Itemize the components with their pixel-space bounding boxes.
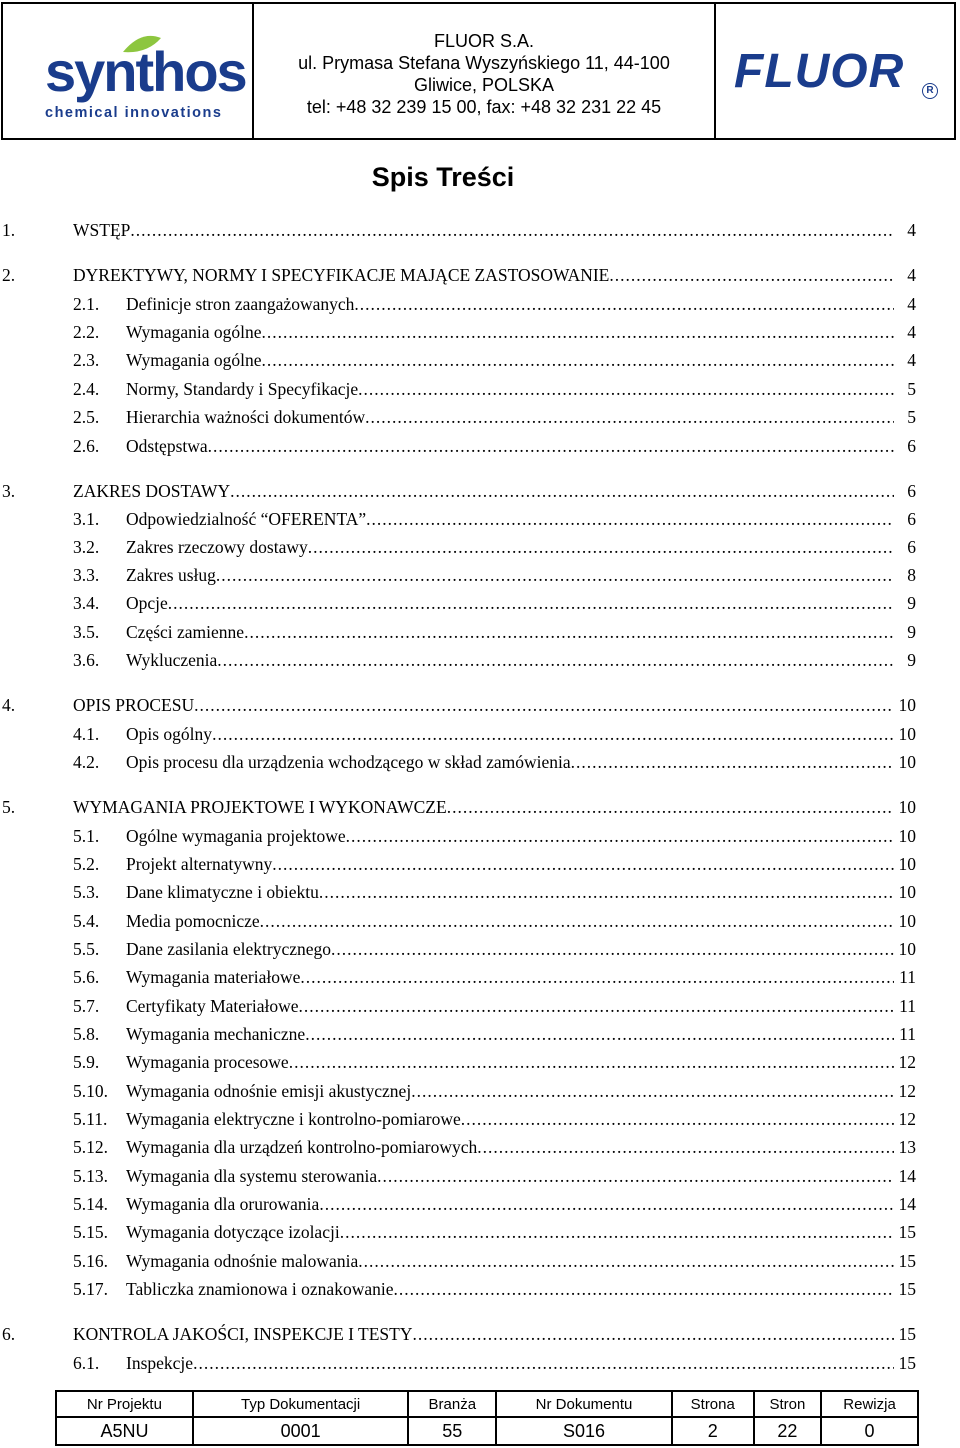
toc-entry-title: Odstępstwa [126,436,208,456]
document-info-header: Nr Dokumentu [496,1391,671,1417]
toc-dot-leader [262,320,895,344]
document-info-value: 0 [821,1417,918,1445]
toc-entry-leader [126,1135,894,1159]
synthos-logo [3,4,254,138]
toc-entry[interactable] [0,648,960,672]
toc-entry[interactable] [0,591,960,615]
toc-dot-leader [168,591,894,615]
toc-entry[interactable] [0,620,960,644]
toc-entry-title: Wykluczenia [126,650,218,670]
document-info-value: 0001 [193,1417,408,1445]
toc-dot-leader [477,1135,894,1159]
toc-entry[interactable] [0,348,960,372]
toc-entry-number: 5.6. [73,967,100,987]
toc-entry[interactable] [0,1135,960,1159]
toc-dot-leader [393,1277,894,1301]
toc-entry-title: Wymagania dotyczące izolacji [126,1222,340,1242]
toc-dot-leader [358,1249,894,1273]
toc-entry-page: 11 [899,1024,916,1044]
toc-entry-title: Hierarchia ważności dokumentów [126,407,366,427]
toc-dot-leader [212,722,894,746]
toc-dot-leader [366,507,894,531]
toc-entry-leader [126,507,894,531]
toc-entry[interactable] [0,750,960,774]
toc-entry-page: 12 [898,1081,916,1101]
document-header [1,2,956,140]
toc-dot-leader [447,795,894,819]
toc-entry-page: 10 [898,939,916,959]
toc-dot-leader [130,218,894,242]
toc-entry-number: 2.1. [73,294,100,314]
toc-entry-page: 14 [898,1194,916,1214]
toc-entry[interactable] [0,405,960,429]
toc-entry-title: Definicje stron zaangażowanych [126,294,355,314]
toc-entry-number: 5.9. [73,1052,100,1072]
toc-entry-title: Normy, Standardy i Specyfikacje [126,379,359,399]
document-info-header: Stron [754,1391,821,1417]
toc-entry-page: 10 [898,724,916,744]
document-info-value: 55 [408,1417,496,1445]
toc-entry-number: 3.6. [73,650,100,670]
toc-entry-title: Wymagania procesowe [126,1052,289,1072]
company-address [254,4,716,138]
toc-entry[interactable] [0,1022,960,1046]
toc-entry-title: DYREKTYWY, NORMY I SPECYFIKACJE MAJĄCE ZASTOSOWANIE [73,265,610,285]
document-info-header: Typ Dokumentacji [193,1391,408,1417]
toc-entry[interactable] [0,535,960,559]
toc-entry-title: Wymagania dla orurowania [126,1194,320,1214]
toc-entry-title: Media pomocnicze [126,911,260,931]
fluor-wordmark: FLUOR [734,45,905,98]
company-name: FLUOR S.A. [433,31,535,51]
toc-entry-leader [73,218,894,242]
toc-entry-leader [126,824,894,848]
toc-entry-leader [126,648,894,672]
fluor-logo [716,4,954,138]
toc-entry-leader [126,1079,894,1103]
toc-entry[interactable] [0,1277,960,1301]
document-info-value: A5NU [56,1417,193,1445]
toc-entry-title: KONTROLA JAKOŚCI, INSPEKCJE I TESTY [73,1324,413,1344]
toc-entry-number: 3. [2,481,16,501]
toc-entry-number: 5.1. [73,826,100,846]
toc-entry-page: 10 [898,752,916,772]
toc-entry[interactable] [0,909,960,933]
toc-entry-page: 10 [898,911,916,931]
toc-entry-number: 3.3. [73,565,100,585]
toc-entry-page: 8 [907,565,916,585]
toc-entry-number: 5.17. [73,1279,108,1299]
toc-entry-title: Ogólne wymagania projektowe [126,826,346,846]
toc-entry-page: 6 [907,436,916,456]
toc-entry-title: Projekt alternatywny [126,854,273,874]
toc-entry[interactable] [0,377,960,401]
toc-entry-page: 15 [898,1222,916,1242]
toc-entry-page: 15 [898,1251,916,1271]
toc-entry-title: Tabliczka znamionowa i oznakowanie [126,1279,394,1299]
document-info-header-row [56,1391,918,1417]
toc-dot-leader [244,620,894,644]
toc-entry-leader [126,909,894,933]
toc-entry[interactable] [0,693,960,717]
toc-entry-number: 2.3. [73,350,100,370]
toc-entry-title: Opis ogólny [126,724,213,744]
toc-entry[interactable] [0,1164,960,1188]
toc-entry-leader [126,348,894,372]
toc-entry-leader [126,1050,894,1074]
toc-entry-number: 3.1. [73,509,100,529]
toc-entry-leader [126,563,894,587]
toc-dot-leader [571,750,894,774]
toc-dot-leader [411,1079,894,1103]
toc-entry-page: 9 [907,650,916,670]
address-line-1: ul. Prymasa Stefana Wyszyńskiego 11, 44-100 [298,53,670,73]
synthos-tagline: chemical innovations [45,105,223,121]
document-info-table [55,1390,919,1446]
toc-entry-leader [126,1107,894,1131]
toc-entry-number: 4.2. [73,752,100,772]
toc-dot-leader [413,1322,895,1346]
toc-dot-leader [331,937,894,961]
toc-entry-title: Części zamienne [126,622,245,642]
toc-entry-page: 14 [898,1166,916,1186]
toc-entry-page: 15 [898,1324,916,1344]
toc-entry-title: Odpowiedzialność “OFERENTA” [126,509,367,529]
toc-entry-title: Inspekcje [126,1353,194,1373]
toc-entry[interactable] [0,722,960,746]
toc-dot-leader [208,434,894,458]
toc-entry-title: Wymagania mechaniczne [126,1024,306,1044]
document-info-value: S016 [496,1417,671,1445]
toc-entry-title: Zakres usług [126,565,216,585]
toc-entry-number: 5.16. [73,1251,108,1271]
toc-entry-page: 11 [899,967,916,987]
toc-entry-number: 4.1. [73,724,100,744]
toc-entry-leader [126,880,894,904]
toc-entry-page: 5 [907,379,916,399]
toc-entry-leader [126,535,894,559]
toc-entry-page: 10 [898,854,916,874]
toc-entry-title: Opcje [126,593,168,613]
toc-entry-leader [126,1220,894,1244]
toc-entry-number: 2. [2,265,16,285]
toc-entry-leader [73,795,894,819]
contact-line: tel: +48 32 239 15 00, fax: +48 32 231 22 45 [306,97,662,117]
toc-entry-leader [73,1322,894,1346]
toc-entry-leader [73,479,894,503]
toc-entry-number: 5.10. [73,1081,108,1101]
toc-dot-leader [260,909,894,933]
document-info-header: Nr Projektu [56,1391,193,1417]
toc-entry-page: 9 [907,622,916,642]
toc-entry-title: Wymagania dla urządzeń kontrolno-pomiarowych [126,1137,478,1157]
address-line-2: Gliwice, POLSKA [413,75,555,95]
toc-entry-number: 3.5. [73,622,100,642]
toc-entry-page: 10 [898,826,916,846]
toc-entry[interactable] [0,1107,960,1131]
toc-entry-number: 5.8. [73,1024,100,1044]
toc-entry[interactable] [0,1220,960,1244]
toc-dot-leader [289,1050,894,1074]
document-info-value-row [56,1417,918,1445]
toc-entry-number: 5.11. [73,1109,108,1129]
document-info-value: 22 [754,1417,821,1445]
toc-entry-page: 10 [898,797,916,817]
toc-dot-leader [300,965,894,989]
toc-entry[interactable] [0,263,960,287]
toc-dot-leader [354,292,894,316]
toc-dot-leader [346,824,894,848]
toc-entry-number: 6.1. [73,1353,100,1373]
toc-entry-page: 15 [898,1279,916,1299]
toc-entry-page: 6 [907,509,916,529]
toc-entry-number: 2.5. [73,407,100,427]
toc-entry-number: 5.14. [73,1194,108,1214]
toc-entry-leader [126,750,894,774]
toc-entry-title: Wymagania odnośnie emisji akustycznej [126,1081,412,1101]
toc-entry[interactable] [0,479,960,503]
toc-dot-leader [365,405,894,429]
toc-entry-leader [126,620,894,644]
toc-entry-title: Wymagania ogólne [126,350,262,370]
toc-dot-leader [609,263,894,287]
toc-entry-leader [126,852,894,876]
toc-entry-leader [126,722,894,746]
toc-entry-number: 5.15. [73,1222,108,1242]
toc-entry[interactable] [0,434,960,458]
toc-entry-leader [126,1192,894,1216]
toc-dot-leader [305,1022,894,1046]
toc-entry[interactable] [0,1192,960,1216]
toc-entry-title: Zakres rzeczowy dostawy [126,537,308,557]
toc-entry-leader [126,434,894,458]
toc-entry-title: Dane klimatyczne i obiektu [126,882,319,902]
toc-entry-number: 5.4. [73,911,100,931]
toc-entry-page: 6 [907,481,916,501]
toc-entry-leader [73,263,894,287]
toc-entry-title: Opis procesu dla urządzenia wchodzącego w skład zamówienia [126,752,571,772]
toc-entry[interactable] [0,1050,960,1074]
toc-dot-leader [358,377,894,401]
toc-entry-number: 5.13. [73,1166,108,1186]
toc-entry-page: 4 [907,220,916,240]
toc-entry[interactable] [0,507,960,531]
toc-entry-page: 4 [907,265,916,285]
toc-entry-page: 4 [907,294,916,314]
toc-entry-leader [126,1277,894,1301]
toc-entry[interactable] [0,1079,960,1103]
toc-entry-leader [126,1022,894,1046]
toc-entry[interactable] [0,1351,960,1375]
toc-entry-title: Wymagania dla systemu sterowania [126,1166,378,1186]
toc-dot-leader [193,1351,894,1375]
toc-entry-page: 4 [907,322,916,342]
toc-entry[interactable] [0,1322,960,1346]
toc-dot-leader [319,880,894,904]
toc-entry-number: 3.2. [73,537,100,557]
toc-entry-leader [126,1351,894,1375]
toc-dot-leader [461,1107,894,1131]
toc-entry-title: Wymagania elektryczne i kontrolno-pomiarowe [126,1109,461,1129]
toc-entry-number: 1. [2,220,16,240]
page-title: Spis Treści [371,162,515,192]
toc-entry-leader [126,405,894,429]
toc-dot-leader [216,563,894,587]
document-info-header: Strona [672,1391,754,1417]
toc-entry[interactable] [0,795,960,819]
toc-dot-leader [319,1192,894,1216]
toc-entry-number: 4. [2,695,16,715]
toc-dot-leader [272,852,894,876]
toc-entry-number: 5.12. [73,1137,108,1157]
toc-entry-page: 12 [898,1109,916,1129]
toc-entry[interactable] [0,824,960,848]
toc-dot-leader [377,1164,894,1188]
toc-entry[interactable] [0,965,960,989]
toc-entry-title: Wymagania ogólne [126,322,262,342]
toc-entry[interactable] [0,994,960,1018]
toc-entry-title: Dane zasilania elektrycznego [126,939,332,959]
toc-dot-leader [217,648,894,672]
toc-dot-leader [299,994,894,1018]
toc-entry[interactable] [0,320,960,344]
toc-dot-leader [230,479,894,503]
synthos-wordmark: synthos [45,40,246,103]
toc-dot-leader [308,535,894,559]
toc-entry-page: 5 [907,407,916,427]
toc-entry-leader [126,965,894,989]
registered-mark-icon: R [922,83,938,99]
toc-entry-leader [126,292,894,316]
toc-entry-number: 5. [2,797,16,817]
document-info-header: Branża [408,1391,496,1417]
toc-entry-title: OPIS PROCESU [73,695,195,715]
toc-dot-leader [262,348,895,372]
toc-entry[interactable] [0,1249,960,1273]
toc-dot-leader [194,693,894,717]
toc-entry-number: 5.3. [73,882,100,902]
toc-entry-number: 6. [2,1324,16,1344]
toc-entry[interactable] [0,292,960,316]
toc-entry-page: 10 [898,695,916,715]
toc-entry-title: ZAKRES DOSTAWY [73,481,231,501]
toc-entry-leader [126,591,894,615]
toc-entry[interactable] [0,218,960,242]
toc-entry-number: 3.4. [73,593,100,613]
toc-entry-title: WSTĘP [73,220,131,240]
toc-entry-page: 10 [898,882,916,902]
toc-entry-number: 5.2. [73,854,100,874]
toc-entry-page: 9 [907,593,916,613]
toc-entry-page: 11 [899,996,916,1016]
document-info-header: Rewizja [821,1391,918,1417]
toc-entry-leader [126,377,894,401]
toc-entry-title: Wymagania odnośnie malowania [126,1251,359,1271]
toc-entry-number: 5.5. [73,939,100,959]
toc-entry-page: 6 [907,537,916,557]
toc-entry-number: 2.2. [73,322,100,342]
document-info-value: 2 [672,1417,754,1445]
toc-entry-page: 12 [898,1052,916,1072]
toc-entry-page: 13 [898,1137,916,1157]
toc-entry-leader [126,994,894,1018]
toc-entry[interactable] [0,937,960,961]
toc-entry-title: Wymagania materiałowe [126,967,301,987]
toc-entry-number: 5.7. [73,996,100,1016]
toc-entry-title: Certyfikaty Materiałowe [126,996,299,1016]
toc-entry[interactable] [0,880,960,904]
toc-entry-leader [126,937,894,961]
toc-entry-number: 2.4. [73,379,100,399]
toc-entry-number: 2.6. [73,436,100,456]
toc-entry[interactable] [0,852,960,876]
toc-entry-page: 15 [898,1353,916,1373]
toc-dot-leader [340,1220,894,1244]
toc-entry-leader [126,320,894,344]
toc-entry-leader [126,1249,894,1273]
toc-entry-page: 4 [907,350,916,370]
toc-entry[interactable] [0,563,960,587]
toc-entry-title: WYMAGANIA PROJEKTOWE I WYKONAWCZE [73,797,447,817]
toc-entry-leader [73,693,894,717]
toc-entry-leader [126,1164,894,1188]
